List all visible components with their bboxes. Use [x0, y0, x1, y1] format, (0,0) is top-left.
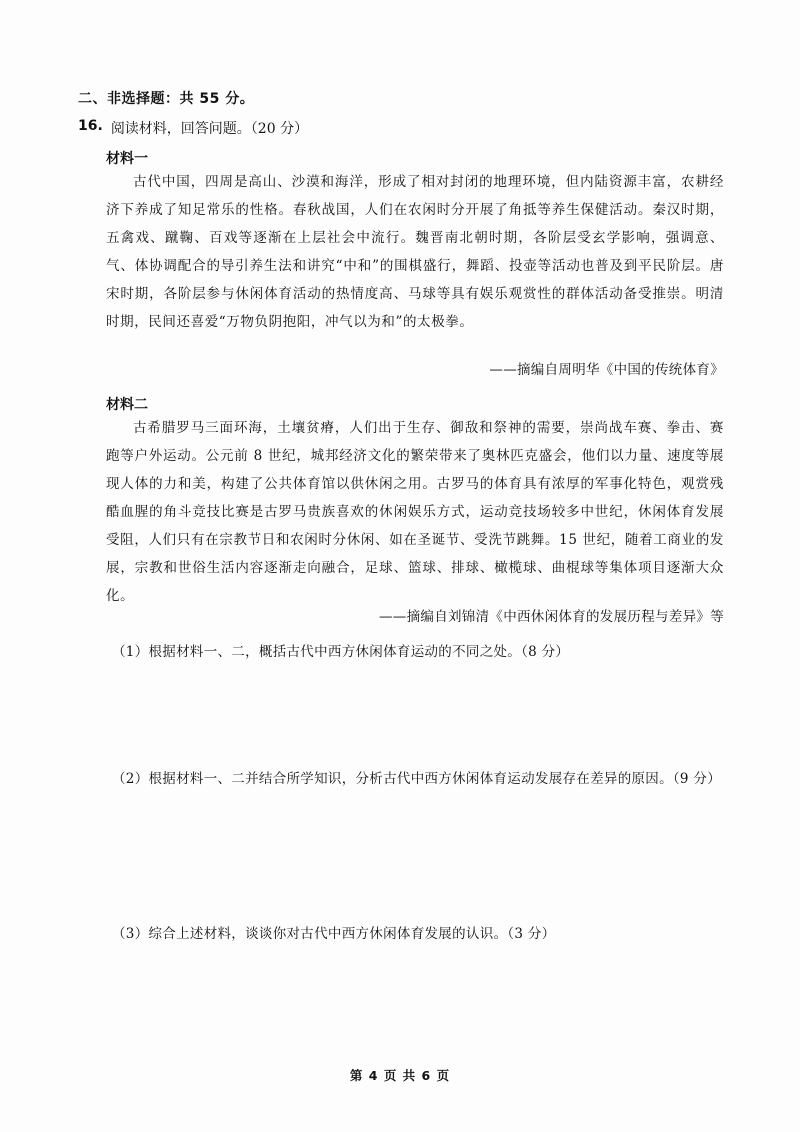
material-two-label: 材料二	[106, 397, 148, 413]
question-prompt: 阅读材料，回答问题。（20 分）	[110, 121, 309, 137]
page-footer: 第 4 页 共 6 页	[349, 1068, 451, 1083]
material-two-text: 古希腊罗马三面环海，土壤贫瘠，人们出于生存、御敌和祭神的需要，崇尚战车赛、拳击、赛跑等户外运动。公元前 8 世纪，城邦经济文化的繁荣带来了奥林匹克盛会，他们以力量、速度等展现人体的力和美，构建了公共体育馆以供休闲之用。古罗马的体育具有浓厚的军事化特色，观赏残酷血腥的角斗竞技比赛是古罗马贵族喜欢的休闲娱乐方式，运动竞技场较多中世纪，休闲体育发展受阻，人们只有在宗教节日和农闲时分休闲、如在圣诞节、受洗节跳舞。15 世纪，随着工商业的发展，宗教和世俗生活内容逐渐走向融合，足球、篮球、排球、橄榄球、曲棍球等集体项目逐渐大众化。	[106, 420, 724, 604]
material-two-source: ——摘编自刘锦清《中西休闲体育的发展历程与差异》等	[379, 609, 724, 625]
sub-question-2: （2）根据材料一、二并结合所学知识，分析古代中西方休闲体育运动发展存在差异的原因。（9 分）	[112, 771, 722, 787]
question-header	[78, 118, 308, 138]
section-title: 二、非选择题：共 55 分。	[78, 91, 255, 107]
material-one-text: 古代中国，四周是高山、沙漠和海洋，形成了相对封闭的地理环境，但内陆资源丰富，农耕经济下养成了知足常乐的性格。春秋战国，人们在农闲时分开展了角抵等养生保健活动。秦汉时期，五禽戏、蹴鞠、百戏等逐渐在上层社会中流行。魏晋南北朝时期，各阶层受玄学影响，强调意、气、体协调配合的导引养生法和讲究“中和”的围棋盛行，舞蹈、投壶等活动也普及到平民阶层。唐宋时期，各阶层参与休闲体育活动的热情度高、马球等具有娱乐观赏性的群体活动备受推崇。明清时期，民间还喜爱“万物负阴抱阳，冲气以为和”的太极拳。	[106, 174, 724, 330]
sub-question-1: （1）根据材料一、二，概括古代中西方休闲体育运动的不同之处。（8 分）	[112, 644, 570, 660]
sub-question-3: （3）综合上述材料，谈谈你对古代中西方休闲体育发展的认识。（3 分）	[112, 926, 556, 942]
material-one-label: 材料一	[106, 151, 148, 167]
question-number: 16.	[78, 118, 103, 134]
material-one-source: ——摘编自周明华《中国的传统体育》	[489, 362, 724, 378]
